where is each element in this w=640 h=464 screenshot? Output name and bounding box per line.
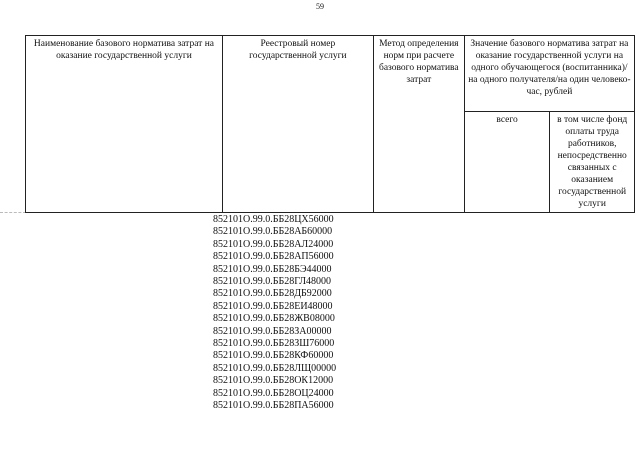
header-registry-number: Реестровый номер государственной услуги	[222, 36, 373, 213]
registry-code: 852101О.99.0.ББ28АЛ24000	[213, 238, 334, 250]
header-norm-value: Значение базового норматива затрат на оказание государственной услуги на одного обучающегося (воспитанника)/на одного получателя/на один человеко-час, рублей	[464, 36, 634, 112]
scan-artifact-line	[0, 212, 26, 213]
header-wage-fund: в том числе фонд оплаты труда работников, непосредственно связанных с оказанием государственной услуги	[550, 112, 635, 213]
registry-code: 852101О.99.0.ББ28ДБ92000	[213, 288, 332, 300]
header-total: всего	[464, 112, 550, 213]
registry-code: 852101О.99.0.ББ28ЕИ48000	[213, 300, 333, 312]
registry-code: 852101О.99.0.ББ28КФ60000	[213, 350, 334, 362]
registry-code: 852101О.99.0.ББ28ГЛ48000	[213, 276, 332, 288]
norms-header-table	[25, 35, 635, 213]
registry-code: 852101О.99.0.ББ28ОК12000	[213, 375, 334, 387]
registry-code-list	[213, 214, 336, 413]
registry-code: 852101О.99.0.ББ28ЛЩ00000	[213, 362, 337, 374]
header-service-name: Наименование базового норматива затрат на оказание государственной услуги	[26, 36, 223, 213]
header-calculation-method: Метод определения норм при расчете базового норматива затрат	[373, 36, 464, 213]
registry-code: 852101О.99.0.ББ28ЖВ08000	[213, 313, 335, 325]
registry-code: 852101О.99.0.ББ28ПА56000	[213, 400, 334, 412]
registry-code: 852101О.99.0.ББ28АБ60000	[213, 226, 333, 238]
registry-code: 852101О.99.0.ББ28ЦХ56000	[213, 214, 334, 225]
registry-code: 852101О.99.0.ББ28БЭ44000	[213, 263, 332, 275]
page-number: 59	[316, 2, 324, 11]
registry-code: 852101О.99.0.ББ28ОЦ24000	[213, 387, 334, 399]
registry-code: 852101О.99.0.ББ28ЗШ76000	[213, 338, 335, 350]
registry-code: 852101О.99.0.ББ28АП56000	[213, 251, 334, 263]
registry-code: 852101О.99.0.ББ28ЗА00000	[213, 325, 332, 337]
